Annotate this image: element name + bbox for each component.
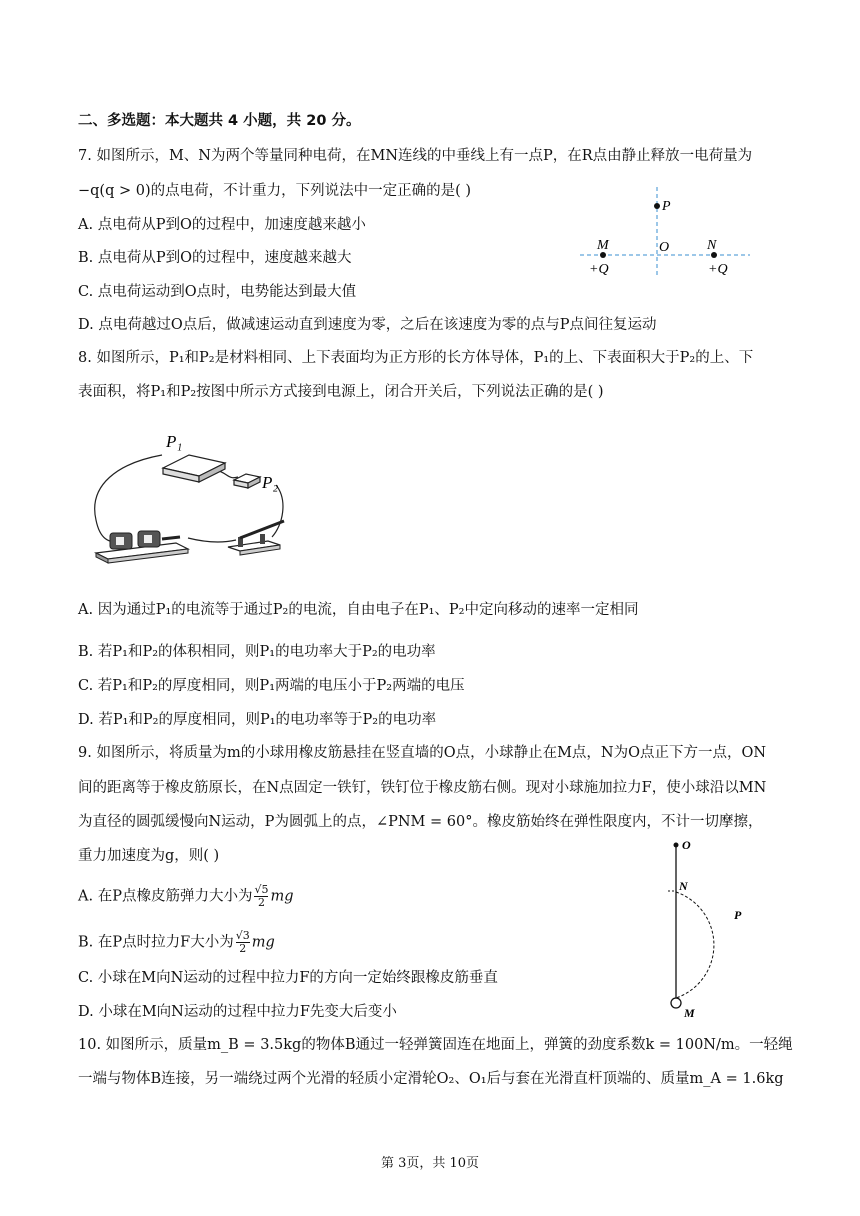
q10-stem-line1: 10. 如图所示，质量m_B = 3.5kg的物体B通过一轻弹簧固连在地面上，弹簧的劲度系数k = 100N/m。一轻绳 [78,1037,793,1053]
q9-a-frac-den: 2 [257,896,265,909]
q9-stem-line1: 9. 如图所示，将质量为m的小球用橡皮筋悬挂在竖直墙的O点，小球静止在M点，N为O点正下方一点，ON [78,745,767,761]
section-header: 二、多选题：本大题共 4 小题，共 20 分。 [78,113,361,129]
q8-option-c: C. 若P₁和P₂的厚度相同，则P₁两端的电压小于P₂两端的电压 [78,678,465,694]
q9-option-a [78,884,294,909]
q9-option-b [78,930,275,955]
q7-option-c: C. 点电荷运动到O点时，电势能达到最大值 [78,284,357,300]
label-n: N [707,238,717,253]
q7-charges-figure [575,185,755,280]
q9-option-b-text: B. 在P点时拉力F大小为 [78,934,234,951]
label-o: O [659,240,670,255]
q9-option-a-text: A. 在P点橡皮筋弹力大小为 [78,888,253,905]
page-footer: 第 3页，共 10页 [380,1156,480,1171]
q9-a-frac-num: √5 [254,883,269,896]
q9-option-d: D. 小球在M向N运动的过程中拉力F先变大后变小 [78,1004,397,1020]
q7-option-a: A. 点电荷从P到O的过程中，加速度越来越小 [78,217,366,233]
q7-stem-line2: −q(q > 0)的点电荷，不计重力，下列说法中一定正确的是( ) [78,183,472,199]
label-p: P [662,199,671,214]
label-n: N [679,879,688,893]
q8-option-a: A. 因为通过P₁的电流等于通过P₂的电流，自由电子在P₁、P₂中定向移动的速率一定相同 [78,602,639,618]
q9-stem-line3: 为直径的圆弧缓慢向N运动，P为圆弧上的点，∠PNM = 60°。橡皮筋始终在弹性限度内，不计一切摩擦， [78,814,763,830]
q9-b-frac-den: 2 [239,942,247,955]
label-m: M [684,1006,695,1020]
q9-rubber-band-figure [660,835,770,1020]
q9-a-unit: mg [270,888,294,905]
label-m: M [597,238,609,253]
label-n-charge: +Q [708,262,728,277]
point-p [654,203,660,209]
q7-option-d: D. 点电荷越过O点后，做减速运动直到速度为零，之后在该速度为零的点与P点间往复运动 [78,317,657,333]
q8-stem-line1: 8. 如图所示，P₁和P₂是材料相同、上下表面均为正方形的长方体导体，P₁的上、下表面积大于P₂的上、下 [78,350,754,366]
q9-b-frac-num: √3 [235,929,250,942]
label-m-charge: +Q [589,262,609,277]
q9-stem-line4: 重力加速度为g，则( ) [78,848,220,864]
q7-stem-line1: 7. 如图所示，M、N为两个等量同种电荷，在MN连线的中垂线上有一点P，在R点由静止释放一电荷量为 [78,148,753,164]
q8-option-d: D. 若P₁和P₂的厚度相同，则P₁的电功率等于P₂的电功率 [78,712,437,728]
q7-option-b: B. 点电荷从P到O的过程中，速度越来越大 [78,250,352,266]
label-o: O [682,838,691,852]
label-p: P [734,908,742,922]
label-p1: P₁ [166,432,183,451]
q9-stem-line2: 间的距离等于橡皮筋原长，在N点固定一铁钉，铁钉位于橡皮筋右侧。现对小球施加拉力F，使小球沿以MN [78,780,767,796]
q10-stem-line2: 一端与物体B连接，另一端绕过两个光滑的轻质小定滑轮O₂、O₁后与套在光滑直杆顶端的、质量m_A = 1.6kg [78,1071,784,1087]
label-p2: P₂ [262,473,279,492]
q8-circuit-figure [88,425,303,570]
q8-stem-line2: 表面积，将P₁和P₂按图中所示方式接到电源上，闭合开关后，下列说法正确的是( ) [78,384,604,400]
q8-option-b: B. 若P₁和P₂的体积相同，则P₁的电功率大于P₂的电功率 [78,644,436,660]
q9-b-unit: mg [251,934,275,951]
q9-option-c: C. 小球在M向N运动的过程中拉力F的方向一定始终跟橡皮筋垂直 [78,970,498,986]
